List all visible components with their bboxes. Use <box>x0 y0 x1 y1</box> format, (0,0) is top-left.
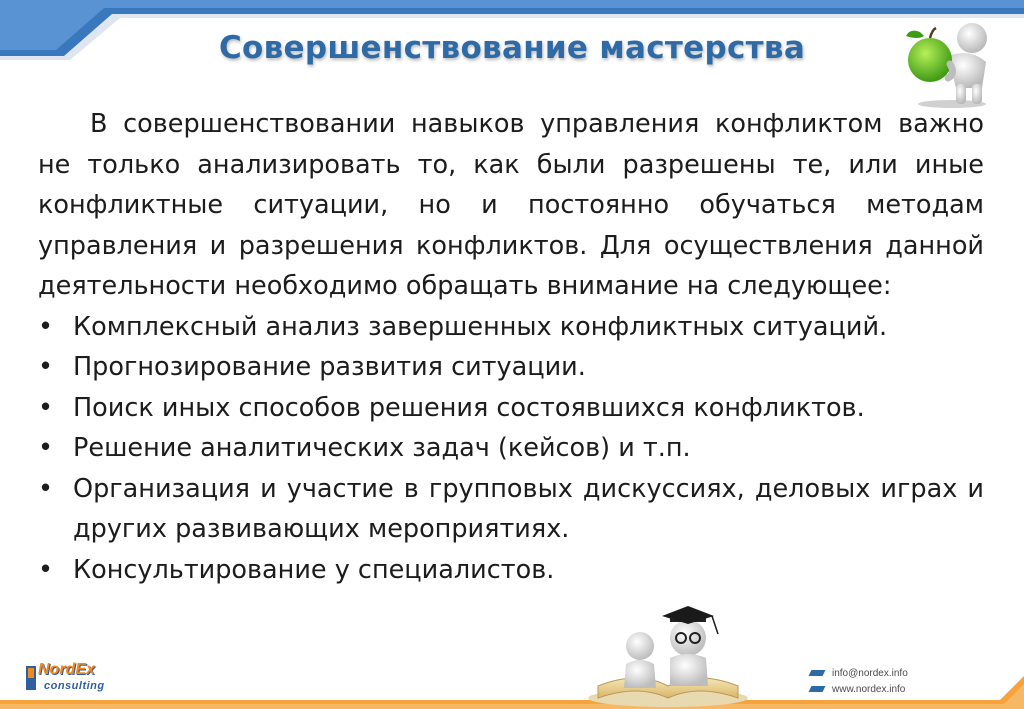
bullet-text: Организация и участие в групповых дискуссиях, деловых играх и других развивающих мероприятиях. <box>73 473 984 544</box>
footer-website <box>810 684 905 695</box>
bullet-text: Решение аналитических задач (кейсов) и т.п. <box>73 433 691 463</box>
bullet-text: Консультирование у специалистов. <box>73 554 555 585</box>
website-text: www.nordex.info <box>832 684 906 695</box>
figure-holding-apple-image <box>890 18 1005 108</box>
student-with-book-image <box>578 606 758 709</box>
email-marker-icon <box>809 670 826 676</box>
slide-title: Совершенствование мастерства <box>218 30 806 66</box>
bullet-marker: • <box>38 311 54 342</box>
bullet-item <box>38 428 984 469</box>
bullet-marker: • <box>38 554 54 585</box>
intro-paragraph: В совершенствовании навыков управления конфликтом важно не только анализировать то, как были разрешены те, или иные конфликтные ситуации, но и постоянно обучаться методам управления и разрешения конфликтов. Для осуществления данной деятельности необходимо обращать внимание на следующее: <box>38 109 984 301</box>
footer-email <box>810 668 908 679</box>
bullet-text: Комплексный анализ завершенных конфликтных ситуаций. <box>73 311 888 342</box>
bullet-item <box>38 307 984 348</box>
bullet-text: Прогнозирование развития ситуации. <box>73 352 586 382</box>
email-text: info@nordex.info <box>832 668 908 679</box>
bullet-item <box>38 347 984 388</box>
website-marker-icon <box>809 686 826 692</box>
bullet-marker: • <box>38 473 54 504</box>
slide-body <box>38 104 984 590</box>
bullet-marker: • <box>38 433 54 463</box>
bullet-item <box>38 550 984 591</box>
bullet-text: Поиск иных способов решения состоявшихся конфликтов. <box>73 392 865 423</box>
bullet-marker: • <box>38 352 54 382</box>
logo-text: NordEx <box>38 661 95 678</box>
bullet-item <box>38 469 984 550</box>
bullet-list <box>38 307 984 591</box>
logo-subtext: consulting <box>44 680 105 692</box>
bullet-marker: • <box>38 392 54 423</box>
bullet-item <box>38 388 984 429</box>
